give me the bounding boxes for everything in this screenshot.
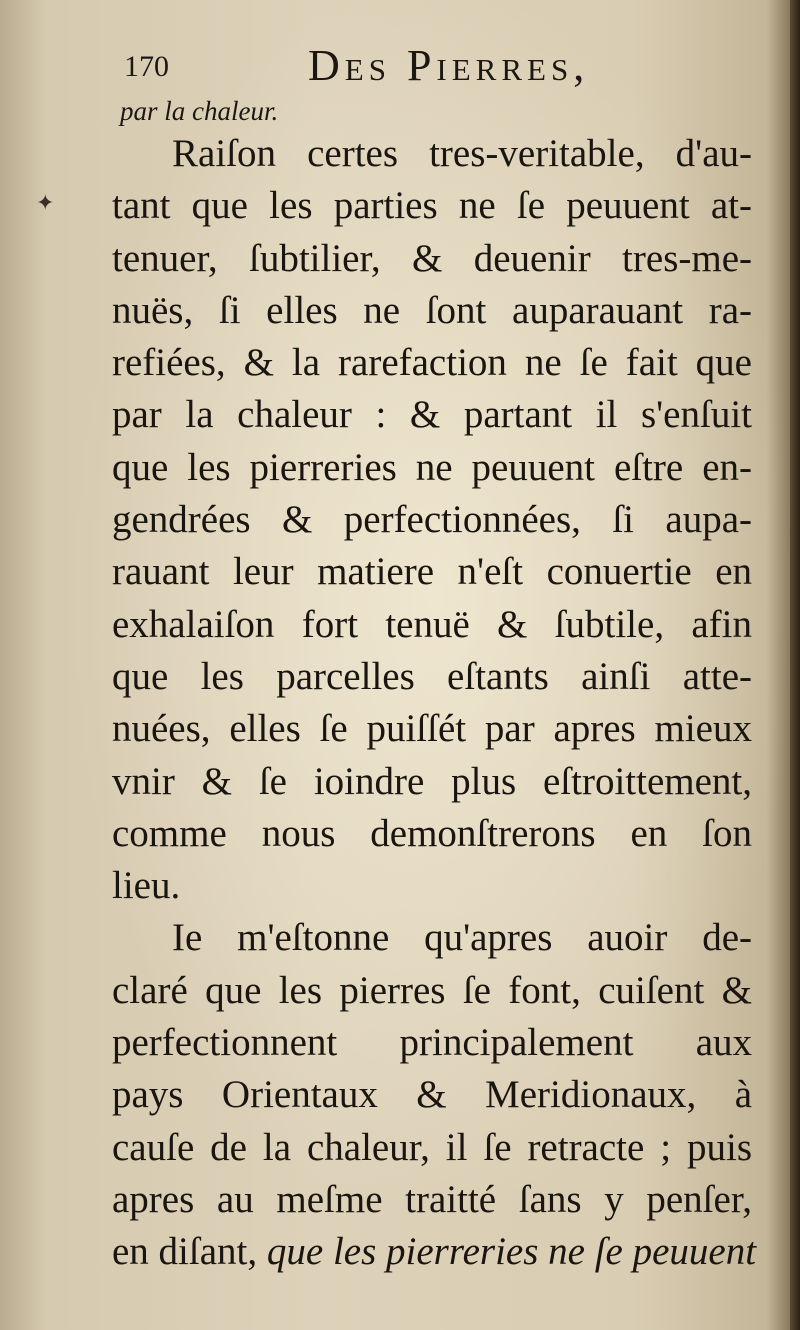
running-title: Des Pierres,	[308, 41, 590, 90]
last-line-roman: en diſant,	[112, 1230, 258, 1274]
text-line: exhalaiſon fort tenuë & ſubtile, afin	[112, 602, 752, 646]
text-line: gendrées & perfectionnées, ſi aupa-	[112, 498, 752, 542]
text-line: lieu.	[112, 864, 181, 908]
text-line: cauſe de la chaleur, il ſe retracte ; puis	[112, 1125, 752, 1169]
text-line: comme nous demonſtrerons en ſon	[112, 811, 752, 855]
text-line: perfectionnent principalement aux	[112, 1021, 752, 1065]
text-line: rauant leur matiere n'eſt conuertie en	[112, 550, 752, 594]
margin-note: par la chaleur.	[120, 96, 279, 126]
text-line: tant que les parties ne ſe peuuent at-	[112, 184, 752, 228]
text-line: apres au meſme traitté ſans y penſer,	[112, 1177, 752, 1221]
body-text	[112, 128, 757, 1279]
text-line: Ie m'eſtonne qu'apres auoir de-	[172, 916, 752, 960]
last-line-italic: que les pierreries ne ſe peuuent	[266, 1230, 757, 1274]
text-line: que les parcelles eſtants ainſi atte-	[112, 654, 752, 698]
text-line: Raiſon certes tres-veritable, d'au-	[172, 132, 752, 175]
text-line: que les pierreries ne peuuent eſtre en-	[112, 445, 752, 489]
text-line: vnir & ſe ioindre plus eſtroittement,	[112, 759, 752, 803]
page-number: 170	[124, 50, 169, 83]
text-line: nuës, ſi elles ne ſont auparauant ra-	[112, 288, 752, 332]
page-header	[118, 36, 678, 96]
text-line: refiées, & la rarefaction ne ſe fait que	[112, 341, 752, 385]
text-line: nuées, elles ſe puiſſét par apres mieux	[112, 707, 752, 751]
text-line: tenuer, ſubtilier, & deuenir tres-me-	[112, 236, 752, 280]
text-line: claré que les pierres ſe font, cuiſent &	[112, 968, 752, 1012]
ink-speck: ✦	[36, 190, 55, 215]
text-line: pays Orientaux & Meridionaux, à	[112, 1073, 752, 1117]
page-edge	[790, 0, 800, 1330]
text-line-last	[112, 1226, 757, 1278]
text-line: par la chaleur : & partant il s'enſuit	[112, 393, 752, 437]
